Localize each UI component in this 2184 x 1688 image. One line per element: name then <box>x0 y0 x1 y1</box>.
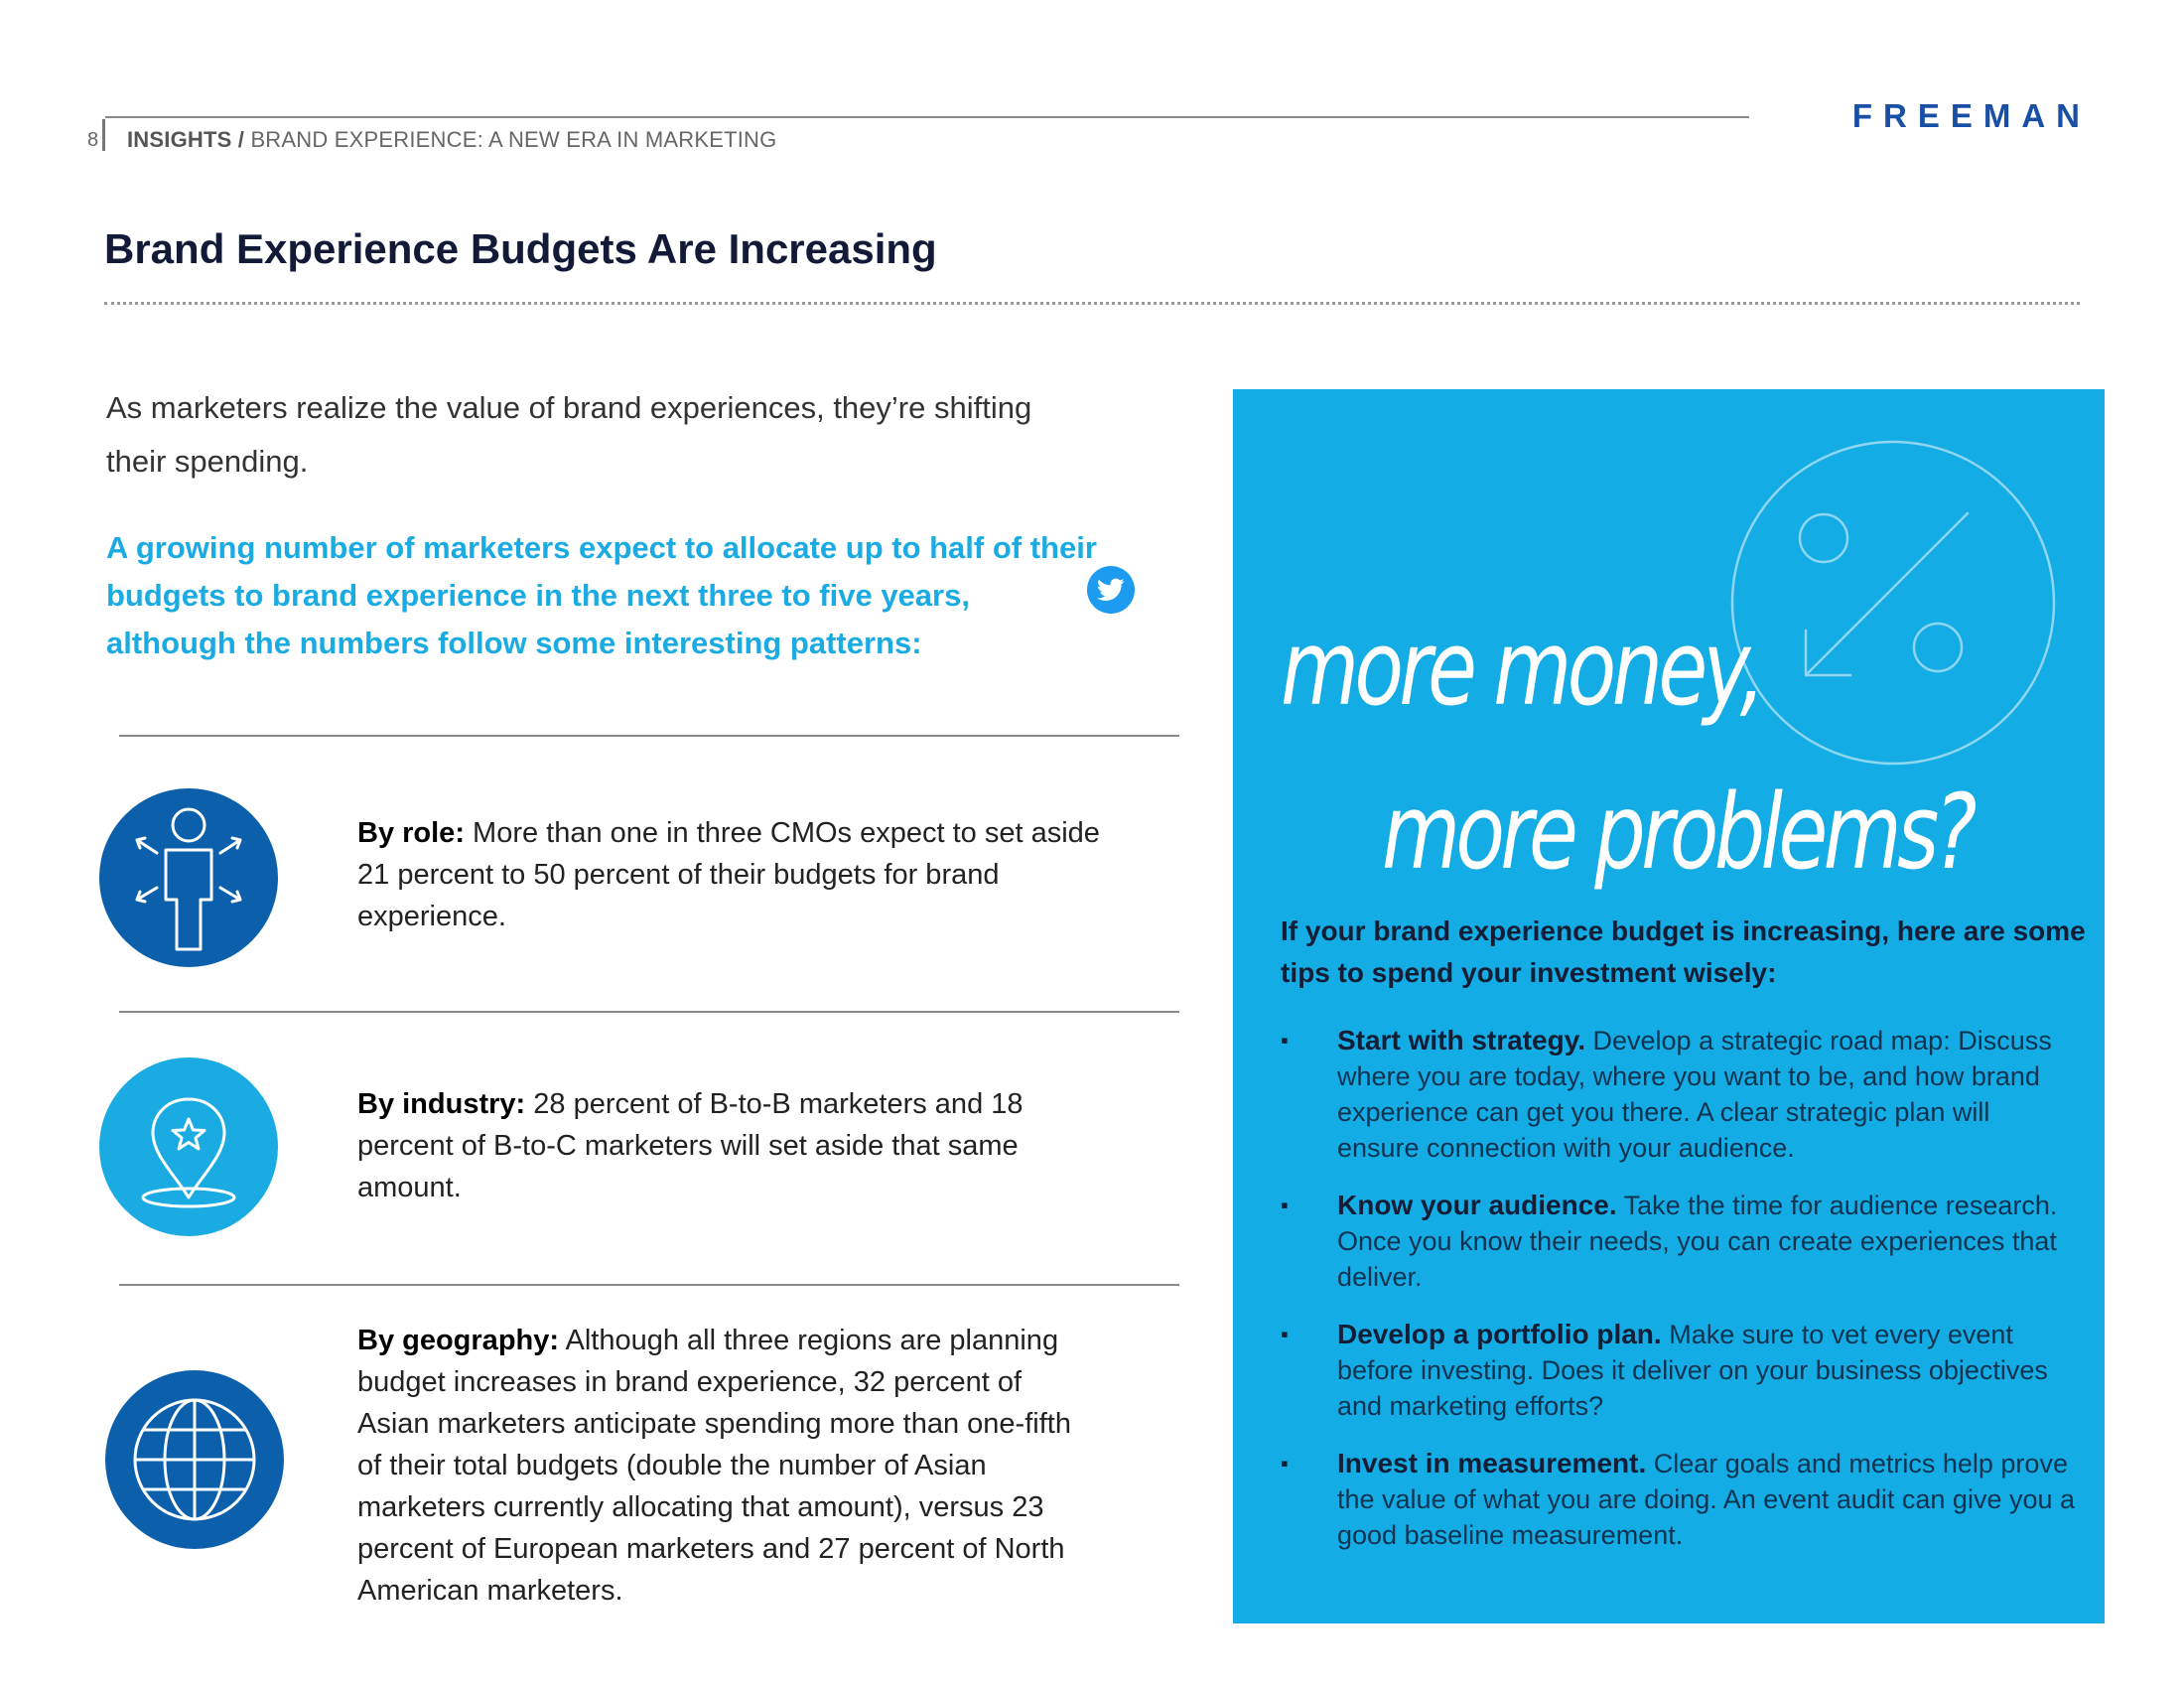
tip-text: Develop a strategic road map: Discuss where you are today, where you want to be, and how brand experience can get you there. A clear strategic plan will ensure connection with your audience. <box>1337 1026 2052 1163</box>
stat-label: By role: <box>357 817 465 849</box>
tip-title: Develop a portfolio plan. <box>1337 1319 1662 1349</box>
list-item <box>1281 1188 2075 1295</box>
tips-list <box>1281 1023 2075 1575</box>
tip-title: Start with strategy. <box>1337 1025 1585 1055</box>
tip-text: Take the time for audience research. Once you know their needs, you can create experiences that deliver. <box>1337 1191 2058 1292</box>
tips-panel <box>1233 389 2105 1623</box>
stat-text: More than one in three CMOs expect to set aside 21 percent to 50 percent of their budgets for brand experience. <box>357 817 1100 932</box>
stat-label: By geography: <box>357 1325 560 1356</box>
page-number: 8 <box>87 129 99 151</box>
list-item <box>1281 1023 2075 1166</box>
tip-text: Make sure to vet every event before investing. Does it deliver on your business objectives and marketing efforts? <box>1337 1320 2048 1421</box>
header-rule <box>105 116 1749 118</box>
stat-by-role <box>357 812 1132 937</box>
breadcrumb-section: INSIGHTS / <box>127 127 245 152</box>
role-circle <box>99 788 278 967</box>
stat-by-industry <box>357 1083 1082 1208</box>
highlight-paragraph: A growing number of marketers expect to allocate up to half of their budgets to brand experience in the next three to five years, although the numbers follow some interesting patterns: <box>106 530 1097 660</box>
person-icon <box>99 788 278 967</box>
bullet-icon: ▪ <box>1281 1322 1289 1346</box>
tip-text: Clear goals and metrics help prove the value of what you are doing. An event audit can give you a good baseline measurement. <box>1337 1449 2076 1550</box>
geography-circle <box>105 1370 284 1549</box>
panel-lead: If your brand experience budget is increasing, here are some tips to spend your investment wisely: <box>1281 915 2086 988</box>
bullet-icon: ▪ <box>1281 1451 1289 1476</box>
section-divider <box>119 1011 1179 1013</box>
stat-label: By industry: <box>357 1088 526 1120</box>
breadcrumb-doc-title: BRAND EXPERIENCE: A NEW ERA IN MARKETING <box>250 127 777 152</box>
page-number-divider <box>102 119 105 151</box>
list-item <box>1281 1317 2075 1424</box>
stat-text: Although all three regions are planning budget increases in brand experience, 32 percent of Asian marketers anticipate spending more than one-fifth of their total budgets (double the number of Asian marketers currently allocating that amount), versus 23 percent of European marketers and 27 percent of North American marketers. <box>357 1325 1071 1607</box>
intro-paragraph: As marketers realize the value of brand experiences, they’re shifting their spending. <box>106 390 1032 479</box>
globe-icon <box>105 1370 284 1549</box>
panel-headline-line1: more money, <box>1281 608 1761 729</box>
stat-text: 28 percent of B-to-B marketers and 18 percent of B-to-C marketers will set aside that same amount. <box>357 1088 1024 1203</box>
industry-circle <box>99 1057 278 1236</box>
title-dotted-divider <box>104 302 2080 305</box>
list-item <box>1281 1446 2075 1553</box>
tip-title: Invest in measurement. <box>1337 1448 1647 1478</box>
location-pin-icon <box>99 1057 278 1236</box>
panel-headline-line2: more problems? <box>1382 772 1973 893</box>
bullet-icon: ▪ <box>1281 1028 1289 1053</box>
stat-by-geography <box>357 1320 1072 1612</box>
twitter-icon <box>1097 577 1125 603</box>
twitter-share-button[interactable] <box>1087 566 1135 614</box>
section-divider <box>119 735 1179 737</box>
page-title: Brand Experience Budgets Are Increasing <box>104 225 937 272</box>
tip-title: Know your audience. <box>1337 1190 1617 1220</box>
freeman-logo: FREEMAN <box>1851 97 2091 134</box>
percent-icon <box>1724 434 2062 772</box>
bullet-icon: ▪ <box>1281 1193 1289 1217</box>
section-divider <box>119 1284 1179 1286</box>
breadcrumb <box>127 127 776 153</box>
